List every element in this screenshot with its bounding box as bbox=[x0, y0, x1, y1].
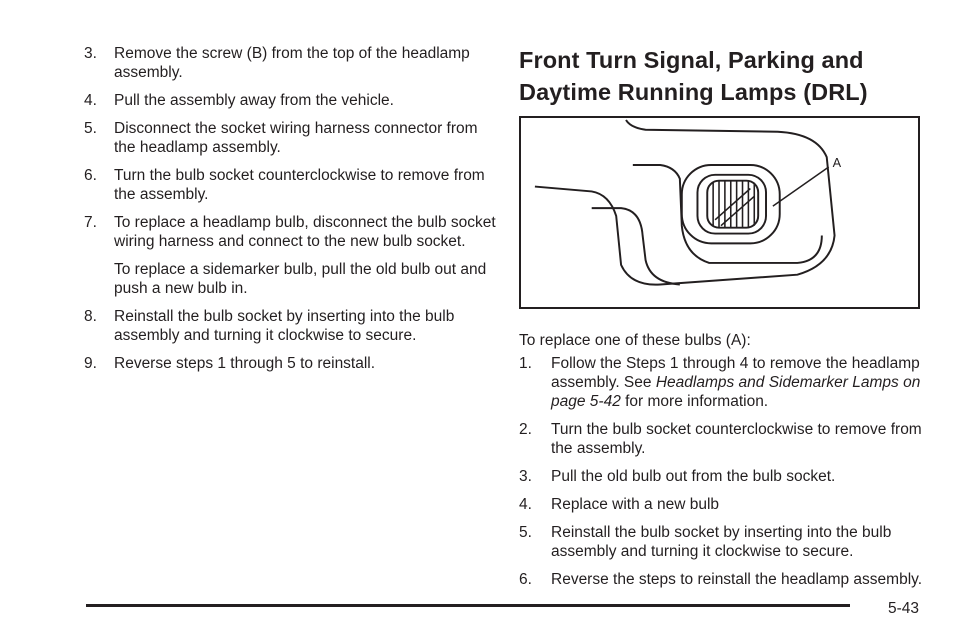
heading-line-1: Front Turn Signal, Parking and bbox=[519, 47, 864, 73]
page-number: 5-43 bbox=[888, 600, 920, 617]
crossref-link[interactable]: Headlamps and Sidemarker Lamps on page 5-42 bbox=[551, 374, 921, 410]
r-step-5: 5. Reinstall the bulb socket by inserting into the bulb assembly and turning it clockwise to secure. bbox=[519, 524, 892, 560]
r-step-2: 2. Turn the bulb socket counterclockwise to remove from the assembly. bbox=[519, 421, 922, 457]
step-4: 4. Pull the assembly away from the vehicle. bbox=[84, 92, 394, 109]
r-step-6: 6. Reverse the steps to reinstall the headlamp assembly. bbox=[519, 571, 923, 588]
r-step-4: 4. Replace with a new bulb bbox=[519, 496, 720, 513]
callout-leader bbox=[773, 167, 829, 206]
sidemarker-note: To replace a sidemarker bulb, pull the old bulb out and push a new bulb in. bbox=[114, 261, 487, 297]
step-3: 3. Remove the screw (B) from the top of the headlamp assembly. bbox=[84, 45, 470, 81]
r-step-3: 3. Pull the old bulb out from the bulb socket. bbox=[519, 468, 836, 485]
right-steps bbox=[519, 354, 934, 598]
step-7: 7. To replace a headlamp bulb, disconnect the bulb socket wiring harness and connect to the new bulb socket. bbox=[84, 214, 496, 250]
step-6: 6. Turn the bulb socket counterclockwise to remove from the assembly. bbox=[84, 167, 485, 203]
heading-line-2: Daytime Running Lamps (DRL) bbox=[519, 79, 868, 105]
step-5: 5. Disconnect the socket wiring harness connector from the headlamp assembly. bbox=[84, 120, 478, 156]
step-8: 8. Reinstall the bulb socket by inserting into the bulb assembly and turning it clockwise to secure. bbox=[84, 308, 455, 344]
step-9: 9. Reverse steps 1 through 5 to reinstall. bbox=[84, 355, 376, 372]
lamp-diagram bbox=[521, 118, 918, 307]
callout-label-a: A bbox=[832, 154, 842, 170]
left-column bbox=[84, 44, 496, 382]
lower-contour bbox=[592, 208, 680, 284]
replace-intro: To replace one of these bulbs (A): bbox=[519, 332, 751, 349]
grille-lines bbox=[713, 181, 754, 228]
section-heading bbox=[519, 44, 934, 108]
r-step-1: 1. Follow the Steps 1 through 4 to remove the headlamp assembly. See Headlamps and Sidemarker Lamps on page 5-42 for more information. bbox=[519, 355, 921, 410]
housing-outline bbox=[535, 120, 835, 285]
lamp-illustration bbox=[519, 116, 920, 309]
footer-rule bbox=[86, 604, 850, 607]
